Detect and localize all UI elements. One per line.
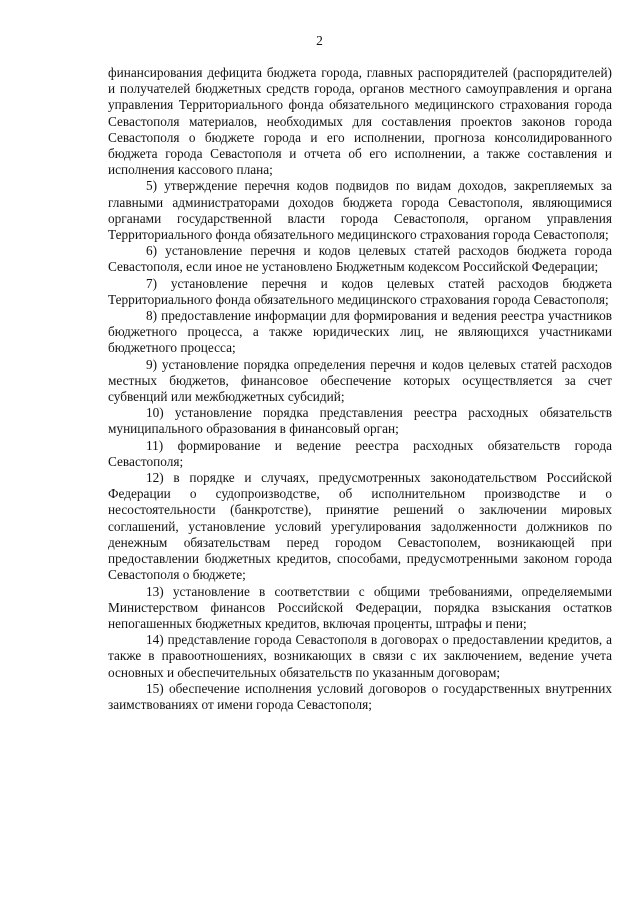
- document-body: [108, 65, 612, 713]
- list-item-9: 9) установление порядка определения перечня и кодов целевых статей расходов местных бюджетов, финансовое обеспечение которых осуществляется за счет субвенций или межбюджетных субсидий;: [108, 356, 612, 405]
- list-item-13: 13) установление в соответствии с общими требованиями, определяемыми Министерством финансов Российской Федерации, порядка взыскания остатков непогашенных бюджетных кредитов, включая проценты, штрафы и пени;: [108, 583, 612, 631]
- list-item-15: 15) обеспечение исполнения условий договоров о государственных внутренних заимствованиях от имени города Севастополя;: [108, 680, 612, 712]
- list-item-14: 14) представление города Севастополя в договорах о предоставлении кредитов, а также в правоотношениях, возникающих в связи с их заключением, ведение учета основных и обеспечительных обязательств по указанным договорам;: [108, 632, 612, 680]
- list-item-6: 6) установление перечня и кодов целевых статей расходов бюджета города Севастополя, если иное не установлено Бюджетным кодексом Российской Федерации;: [108, 243, 612, 275]
- page-number: 2: [316, 33, 323, 48]
- list-item-5: 5) утверждение перечня кодов подвидов по видам доходов, закрепляемых за главными администраторами доходов бюджета города Севастополя, являющимися органами государственной власти города Севастополя, органом управления Территориального фонда обязательного медицинского страхования города Севастополя;: [108, 178, 612, 243]
- list-item-11: 11) формирование и ведение реестра расходных обязательств города Севастополя;: [108, 437, 612, 469]
- list-item-7: 7) установление перечня и кодов целевых статей расходов бюджета Территориального фонда обязательного медицинского страхования города Севастополя;: [108, 275, 612, 307]
- list-item-12: 12) в порядке и случаях, предусмотренных законодательством Российской Федерации о судопроизводстве, об исполнительном производстве и о несостоятельности (банкротстве), принятие решений о заключении мировых соглашений, установление условий урегулирования задолженности должников по денежным обязательствам перед городом Севастополем, возникающей при предоставлении бюджетных кредитов, способами, предусмотренными законом города Севастополя о бюджете;: [108, 470, 612, 583]
- paragraph-continuation: финансирования дефицита бюджета города, главных распорядителей (распорядителей) и получателей бюджетных средств города, органов местного самоуправления и органа управления Территориального фонда обязательного медицинского страхования города Севастополя материалов, необходимых для составления проектов законов города Севастополя о бюджете города и его исполнении, прогноза консолидированного бюджета города Севастополя и отчета об его исполнении, а также составления и исполнения кассового плана;: [108, 65, 612, 178]
- list-item-10: 10) установление порядка представления реестра расходных обязательств муниципального образования в финансовый орган;: [108, 405, 612, 437]
- list-item-8: 8) предоставление информации для формирования и ведения реестра участников бюджетного процесса, а также юридических лиц, не являющихся участниками бюджетного процесса;: [108, 308, 612, 356]
